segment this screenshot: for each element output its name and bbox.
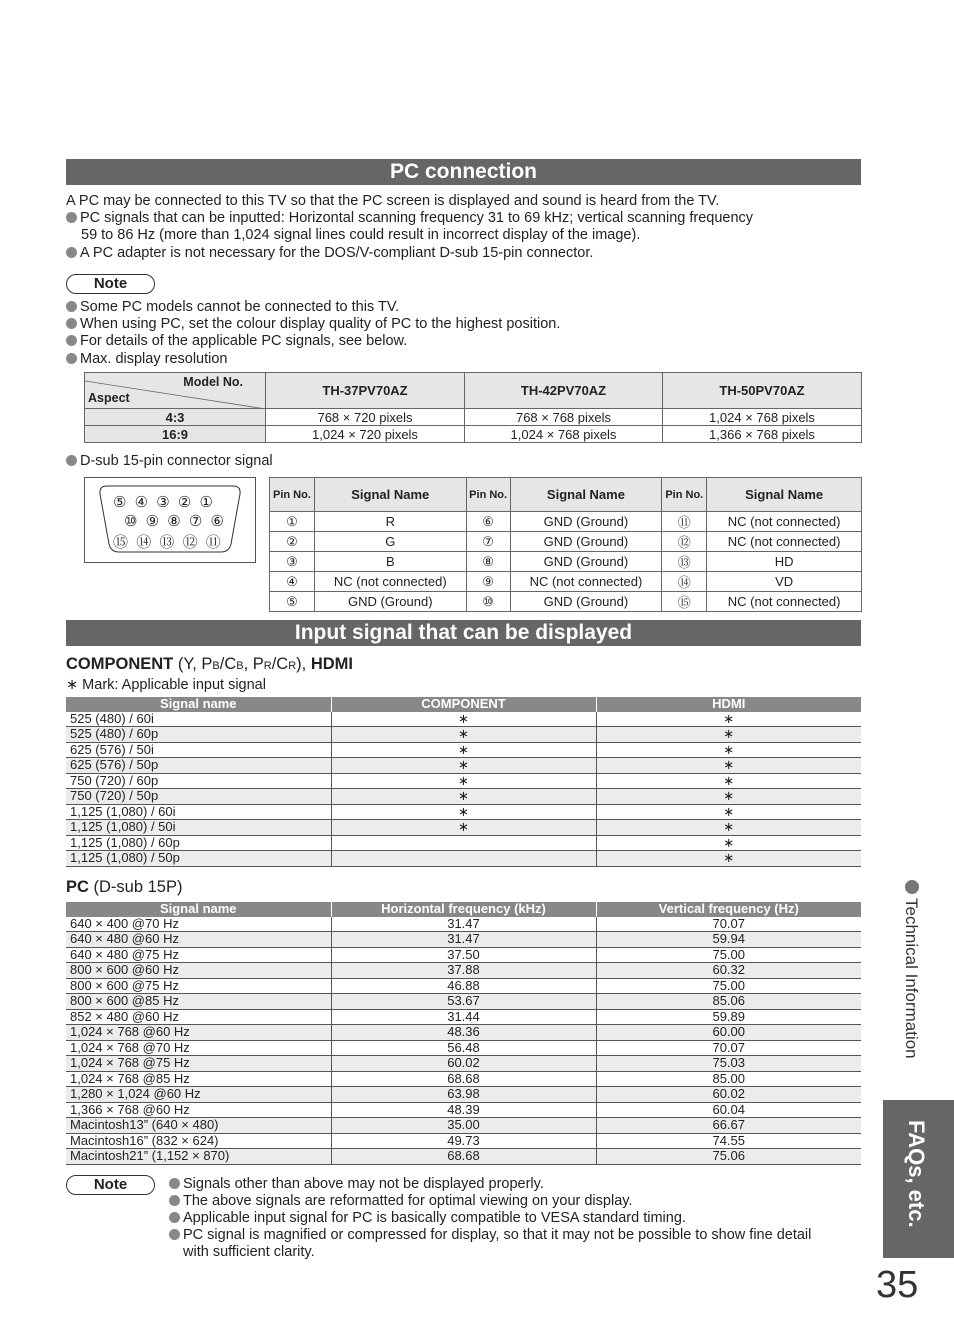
signal-name-cell: GND (Ground) <box>510 512 662 532</box>
pin-header: Pin No. <box>270 478 315 512</box>
signal-name-cell: GND (Ground) <box>314 592 466 612</box>
table-row <box>66 978 861 994</box>
table-row <box>66 1009 861 1025</box>
signal-name-cell: 800 × 600 @75 Hz <box>66 978 331 994</box>
signal-name-cell: 1,024 × 768 @70 Hz <box>66 1040 331 1056</box>
frequency-cell: 70.07 <box>596 1040 861 1056</box>
pin-number-cell: ⑬ <box>662 552 707 572</box>
bullet-icon <box>66 318 77 329</box>
signal-name-cell: 800 × 600 @60 Hz <box>66 963 331 979</box>
table-row <box>270 532 862 552</box>
pc-signal-table <box>66 902 861 1165</box>
resolution-cell: 768 × 768 pixels <box>465 409 663 426</box>
signal-name-cell: 625 (576) / 50i <box>66 742 331 758</box>
resolution-cell: 1,024 × 720 pixels <box>266 426 465 443</box>
aspect-cell: 4:3 <box>85 409 266 426</box>
signal-name-cell: Macintosh13” (640 × 480) <box>66 1118 331 1134</box>
signal-name-cell: G <box>314 532 466 552</box>
pin-number-cell: ① <box>270 512 315 532</box>
mark-cell: ∗ <box>331 804 596 820</box>
note-badge: Note <box>66 1175 155 1195</box>
pin-number-cell: ③ <box>270 552 315 572</box>
mark-cell: ∗ <box>596 727 861 743</box>
signal-name-cell: Macintosh21” (1,152 × 870) <box>66 1149 331 1165</box>
frequency-cell: 37.88 <box>331 963 596 979</box>
table-row <box>66 773 861 789</box>
frequency-cell: 37.50 <box>331 947 596 963</box>
pin-number-cell: ⑤ <box>270 592 315 612</box>
faq-tab-label: FAQs, etc. <box>904 1120 929 1228</box>
frequency-cell: 60.32 <box>596 963 861 979</box>
table-row <box>66 1149 861 1165</box>
model-header: TH-37PV70AZ <box>266 373 465 409</box>
column-header: HDMI <box>596 697 861 712</box>
component-heading: COMPONENT (Y, PB/CB, PR/CR), HDMI <box>66 655 354 673</box>
pin-number-cell: ⑥ <box>466 512 510 532</box>
pin-signal-table <box>269 477 862 612</box>
bullet-icon <box>66 335 77 346</box>
pc-connection-title: PC connection <box>66 159 861 185</box>
frequency-cell: 66.67 <box>596 1118 861 1134</box>
frequency-cell: 59.89 <box>596 1009 861 1025</box>
signal-name-cell: 1,024 × 768 @85 Hz <box>66 1071 331 1087</box>
frequency-cell: 48.36 <box>331 1025 596 1041</box>
signal-name-cell: 1,024 × 768 @60 Hz <box>66 1025 331 1041</box>
table-row <box>85 409 862 426</box>
signal-name-cell: 750 (720) / 60p <box>66 773 331 789</box>
signal-name-cell: VD <box>707 572 862 592</box>
signal-name-cell: 1,024 × 768 @75 Hz <box>66 1056 331 1072</box>
bullet-icon <box>169 1212 180 1223</box>
mark-cell: ∗ <box>331 789 596 805</box>
pc-bullet-1-cont: 59 to 86 Hz (more than 1,024 signal lines could result in incorrect display of the image). <box>81 227 641 243</box>
frequency-cell: 75.00 <box>596 978 861 994</box>
note-item: Max. display resolution <box>66 351 228 369</box>
column-header: Signal name <box>66 697 331 712</box>
table-row <box>66 917 861 932</box>
table-row <box>66 1118 861 1134</box>
frequency-cell: 31.44 <box>331 1009 596 1025</box>
bullet-icon <box>66 301 77 312</box>
mark-cell: ∗ <box>331 727 596 743</box>
bullet-icon <box>66 455 77 466</box>
note-item: When using PC, set the colour display quality of PC to the highest position. <box>66 316 560 334</box>
max-resolution-table <box>84 372 862 443</box>
pin-number-cell: ⑪ <box>662 512 707 532</box>
note-item: PC signal is magnified or compressed for display, so that it may not be possible to show fine detail <box>169 1227 811 1245</box>
mark-cell: ∗ <box>331 758 596 774</box>
pin-number-cell: ⑮ <box>662 592 707 612</box>
note-item: Signals other than above may not be displayed properly. <box>169 1176 544 1194</box>
pc-bullet-2: A PC adapter is not necessary for the DOS/V-compliant D-sub 15-pin connector. <box>66 245 593 263</box>
mark-cell: ∗ <box>331 773 596 789</box>
frequency-cell: 60.02 <box>331 1056 596 1072</box>
signal-name-cell: 1,125 (1,080) / 50i <box>66 820 331 836</box>
pc-bullet-1: PC signals that can be inputted: Horizontal scanning frequency 31 to 69 kHz; vertical scanning frequency <box>66 210 753 228</box>
mark-cell: ∗ <box>596 835 861 851</box>
note-item: Applicable input signal for PC is basically compatible to VESA standard timing. <box>169 1210 686 1228</box>
note-item: Some PC models cannot be connected to this TV. <box>66 299 399 317</box>
table-row <box>66 1025 861 1041</box>
mark-cell: ∗ <box>596 851 861 867</box>
model-header: TH-50PV70AZ <box>663 373 862 409</box>
table-row <box>66 789 861 805</box>
frequency-cell: 70.07 <box>596 917 861 932</box>
pin-number-cell: ⑭ <box>662 572 707 592</box>
model-header: TH-42PV70AZ <box>465 373 663 409</box>
pin-number-cell: ⑨ <box>466 572 510 592</box>
table-row <box>270 572 862 592</box>
signal-name-cell: GND (Ground) <box>510 532 662 552</box>
frequency-cell: 35.00 <box>331 1118 596 1134</box>
frequency-cell: 59.94 <box>596 932 861 948</box>
resolution-cell: 768 × 720 pixels <box>266 409 465 426</box>
table-row <box>66 851 861 867</box>
frequency-cell: 68.68 <box>331 1149 596 1165</box>
signal-name-cell: NC (not connected) <box>314 572 466 592</box>
frequency-cell: 31.47 <box>331 917 596 932</box>
section-bullet-icon <box>905 880 919 894</box>
mark-cell: ∗ <box>331 712 596 727</box>
mark-cell <box>331 835 596 851</box>
frequency-cell: 60.00 <box>596 1025 861 1041</box>
bullet-icon <box>66 212 77 223</box>
bullet-icon <box>66 353 77 364</box>
signal-name-cell: 750 (720) / 50p <box>66 789 331 805</box>
table-row <box>66 712 861 727</box>
frequency-cell: 68.68 <box>331 1071 596 1087</box>
signal-name-cell: 525 (480) / 60i <box>66 712 331 727</box>
resolution-cell: 1,024 × 768 pixels <box>663 409 862 426</box>
mark-note: ∗ Mark: Applicable input signal <box>66 677 266 693</box>
frequency-cell: 48.39 <box>331 1102 596 1118</box>
table-row <box>66 1040 861 1056</box>
mark-cell: ∗ <box>331 820 596 836</box>
signal-name-cell: GND (Ground) <box>510 592 662 612</box>
connector-row-2: ⑩ ⑨ ⑧ ⑦ ⑥ <box>124 513 226 530</box>
table-row <box>66 932 861 948</box>
column-header: COMPONENT <box>331 697 596 712</box>
table-row <box>270 592 862 612</box>
frequency-cell: 75.00 <box>596 947 861 963</box>
table-row <box>66 1087 861 1103</box>
frequency-cell: 63.98 <box>331 1087 596 1103</box>
pin-number-cell: ② <box>270 532 315 552</box>
page-number: 35 <box>876 1264 919 1306</box>
table-row <box>270 552 862 572</box>
signal-name-cell: 640 × 480 @60 Hz <box>66 932 331 948</box>
pin-number-cell: ④ <box>270 572 315 592</box>
table-row <box>66 1102 861 1118</box>
table-row <box>66 994 861 1010</box>
signal-name-cell: 525 (480) / 60p <box>66 727 331 743</box>
frequency-cell: 75.03 <box>596 1056 861 1072</box>
frequency-cell: 31.47 <box>331 932 596 948</box>
table-row <box>66 947 861 963</box>
table-row <box>66 1133 861 1149</box>
pin-number-cell: ⑩ <box>466 592 510 612</box>
pin-number-cell: ⑫ <box>662 532 707 552</box>
mark-cell: ∗ <box>596 820 861 836</box>
signal-name-cell: 852 × 480 @60 Hz <box>66 1009 331 1025</box>
signal-header: Signal Name <box>314 478 466 512</box>
signal-name-cell: 1,280 × 1,024 @60 Hz <box>66 1087 331 1103</box>
signal-name-cell: 800 × 600 @85 Hz <box>66 994 331 1010</box>
note-item-cont: with sufficient clarity. <box>183 1244 315 1260</box>
aspect-cell: 16:9 <box>85 426 266 443</box>
pc-heading: PC (D-sub 15P) <box>66 878 183 896</box>
pin-number-cell: ⑧ <box>466 552 510 572</box>
table-row <box>85 426 862 443</box>
component-signal-table <box>66 697 861 867</box>
table-row <box>66 820 861 836</box>
dsub-label: D-sub 15-pin connector signal <box>66 453 273 471</box>
table-row <box>66 1071 861 1087</box>
signal-name-cell: 1,125 (1,080) / 50p <box>66 851 331 867</box>
frequency-cell: 85.00 <box>596 1071 861 1087</box>
frequency-cell: 49.73 <box>331 1133 596 1149</box>
section-label: Technical Information <box>902 898 921 1059</box>
dsub-connector-diagram <box>84 477 256 563</box>
bullet-icon <box>169 1178 180 1189</box>
signal-name-cell: R <box>314 512 466 532</box>
mark-cell <box>331 851 596 867</box>
signal-name-cell: HD <box>707 552 862 572</box>
signal-name-cell: 1,125 (1,080) / 60i <box>66 804 331 820</box>
mark-cell: ∗ <box>596 742 861 758</box>
signal-name-cell: NC (not connected) <box>707 592 862 612</box>
mark-cell: ∗ <box>596 758 861 774</box>
frequency-cell: 53.67 <box>331 994 596 1010</box>
input-signal-title: Input signal that can be displayed <box>66 620 861 646</box>
pin-number-cell: ⑦ <box>466 532 510 552</box>
model-aspect-header: Model No. Aspect <box>85 373 266 409</box>
note-item: The above signals are reformatted for optimal viewing on your display. <box>169 1193 632 1211</box>
frequency-cell: 46.88 <box>331 978 596 994</box>
frequency-cell: 60.02 <box>596 1087 861 1103</box>
mark-cell: ∗ <box>331 742 596 758</box>
frequency-cell: 85.06 <box>596 994 861 1010</box>
frequency-cell: 60.04 <box>596 1102 861 1118</box>
mark-cell: ∗ <box>596 804 861 820</box>
signal-name-cell: 625 (576) / 50p <box>66 758 331 774</box>
frequency-cell: 56.48 <box>331 1040 596 1056</box>
note-item: For details of the applicable PC signals, see below. <box>66 333 407 351</box>
table-row <box>66 758 861 774</box>
column-header: Signal name <box>66 902 331 917</box>
mark-cell: ∗ <box>596 789 861 805</box>
frequency-cell: 74.55 <box>596 1133 861 1149</box>
signal-name-cell: NC (not connected) <box>707 532 862 552</box>
bullet-icon <box>169 1195 180 1206</box>
signal-header: Signal Name <box>707 478 862 512</box>
signal-header: Signal Name <box>510 478 662 512</box>
table-row <box>270 512 862 532</box>
signal-name-cell: 640 × 400 @70 Hz <box>66 917 331 932</box>
resolution-cell: 1,366 × 768 pixels <box>663 426 862 443</box>
table-row <box>66 835 861 851</box>
connector-row-3: ⑮ ⑭ ⑬ ⑫ ⑪ <box>113 534 223 551</box>
signal-name-cell: Macintosh16” (832 × 624) <box>66 1133 331 1149</box>
signal-name-cell: GND (Ground) <box>510 552 662 572</box>
bullet-icon <box>66 247 77 258</box>
connector-row-1: ⑤ ④ ③ ② ① <box>113 494 215 511</box>
frequency-cell: 75.06 <box>596 1149 861 1165</box>
pin-header: Pin No. <box>466 478 510 512</box>
table-row <box>66 804 861 820</box>
signal-name-cell: NC (not connected) <box>707 512 862 532</box>
signal-name-cell: 640 × 480 @75 Hz <box>66 947 331 963</box>
signal-name-cell: NC (not connected) <box>510 572 662 592</box>
table-row <box>66 727 861 743</box>
signal-name-cell: 1,366 × 768 @60 Hz <box>66 1102 331 1118</box>
resolution-cell: 1,024 × 768 pixels <box>465 426 663 443</box>
mark-cell: ∗ <box>596 712 861 727</box>
signal-name-cell: B <box>314 552 466 572</box>
note-badge: Note <box>66 274 155 294</box>
table-row <box>66 1056 861 1072</box>
column-header: Vertical frequency (Hz) <box>596 902 861 917</box>
mark-cell: ∗ <box>596 773 861 789</box>
table-row <box>66 963 861 979</box>
pin-header: Pin No. <box>662 478 707 512</box>
signal-name-cell: 1,125 (1,080) / 60p <box>66 835 331 851</box>
pc-intro: A PC may be connected to this TV so that the PC screen is displayed and sound is heard from the TV. <box>66 193 720 209</box>
bullet-icon <box>169 1229 180 1240</box>
column-header: Horizontal frequency (kHz) <box>331 902 596 917</box>
table-row <box>66 742 861 758</box>
